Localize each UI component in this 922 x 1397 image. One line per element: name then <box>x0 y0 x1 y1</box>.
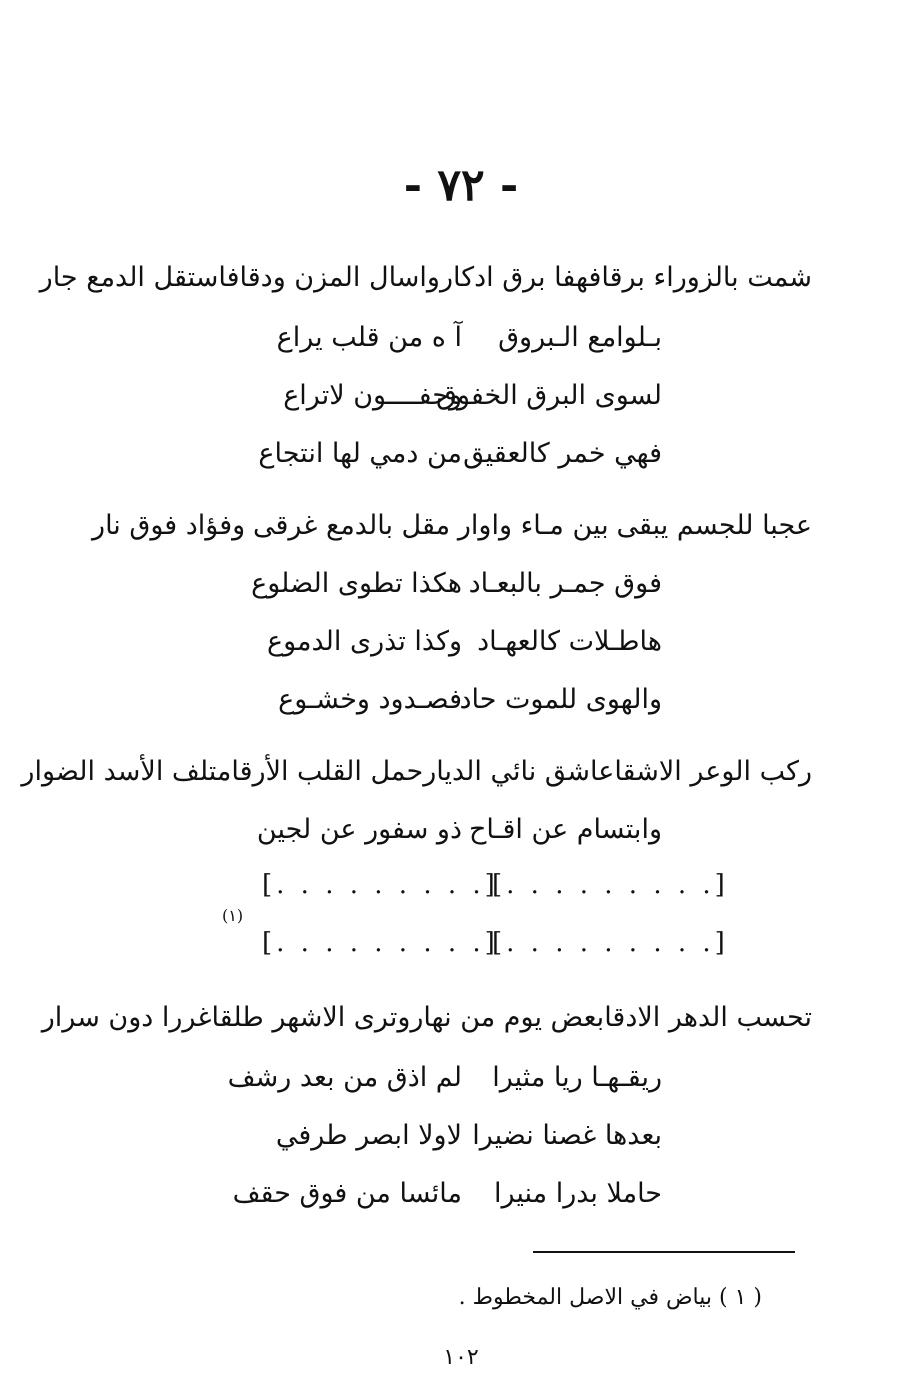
stanza-1-lead-line <box>39 262 812 293</box>
verse-first-hemistich: من دمي لها انتجاع <box>258 438 462 469</box>
footnote-marker: (١) <box>222 906 244 925</box>
lacuna-placeholder: [. . . . . . . . .] <box>492 870 729 900</box>
verse-segment: غررا دون سرار <box>41 1002 212 1033</box>
verse-second-hemistich: فوق جمـر بالبعـاد <box>468 568 662 599</box>
verse-first-hemistich: فصـدود وخشـوع <box>278 684 462 715</box>
verse-second-hemistich: بعدها غصنا نضيرا <box>472 1120 662 1151</box>
lacuna-placeholder: [. . . . . . . . .] <box>262 870 499 900</box>
verse-second-hemistich: حاملا بدرا منيرا <box>493 1178 662 1209</box>
verse-segment: فاستقل الدمع جار <box>39 262 240 293</box>
verse-segment: وفؤاد فوق نار <box>92 510 246 541</box>
page-footer-number: ١٠٢ <box>443 1345 479 1370</box>
verse-segment: عجبا للجسم يبقى <box>616 510 812 541</box>
verse-second-hemistich: وابتسام عن اقـاح <box>468 814 662 845</box>
verse-segment: بعض يوم من نهار <box>410 1002 605 1033</box>
verse-first-hemistich: هكذا تطوى الضلوع <box>251 568 462 599</box>
verse-second-hemistich: بـلوامع الـبروق <box>498 322 662 353</box>
verse-first-hemistich: مائسا من فوق حقف <box>232 1178 462 1209</box>
verse-first-hemistich: وكذا تذرى الدموع <box>266 626 462 657</box>
stanza-3-lead-line <box>21 756 812 787</box>
verse-segment: ركب الوعر الاشقا <box>614 756 812 787</box>
verse-segment: مقل بالدمع غرقى <box>252 510 451 541</box>
verse-second-hemistich: لسوى البرق الخفوق <box>436 380 662 411</box>
verse-segment: متلف الأسد الضوار <box>21 756 232 787</box>
stanza-4-lead-line <box>41 1002 812 1033</box>
page-number-header: - ٧٢ - <box>403 160 519 211</box>
verse-segment: عاشق نائي الديار <box>423 756 615 787</box>
verse-segment: بين مـاء واوار <box>457 510 609 541</box>
verse-second-hemistich: فهي خمر كالعقيق <box>463 438 662 469</box>
verse-first-hemistich: ذو سفور عن لجين <box>256 814 462 845</box>
verse-first-hemistich: لم اذق من بعد رشف <box>227 1062 462 1093</box>
verse-segment: فهفا برق ادكار <box>439 262 602 293</box>
footnote-text: ( ١ ) بياض في الاصل المخطوط . <box>458 1285 762 1310</box>
verse-first-hemistich: آ ه من قلب يراع <box>276 322 462 353</box>
verse-second-hemistich: ريقـهـا ريا مثيرا <box>492 1062 662 1093</box>
verse-segment: واسال المزن ودقا <box>239 262 440 293</box>
verse-second-hemistich: هاطـلات كالعهـاد <box>477 626 662 657</box>
verse-second-hemistich: والهوى للموت حاد <box>459 684 662 715</box>
verse-segment: شمت بالزوراء برقا <box>601 262 812 293</box>
verse-segment: وترى الاشهر طلقا <box>211 1002 411 1033</box>
footnote-divider <box>533 1251 795 1253</box>
stanza-2-lead-line <box>92 510 812 541</box>
verse-first-hemistich: لاولا ابصر طرفي <box>275 1120 462 1151</box>
lacuna-placeholder: [. . . . . . . . .] <box>262 928 499 958</box>
lacuna-placeholder: [. . . . . . . . .] <box>492 928 729 958</box>
verse-first-hemistich: وجفــــون لاتراع <box>283 380 462 411</box>
verse-segment: حمل القلب الأرقا <box>231 756 424 787</box>
verse-segment: تحسب الدهر الادقا <box>604 1002 812 1033</box>
